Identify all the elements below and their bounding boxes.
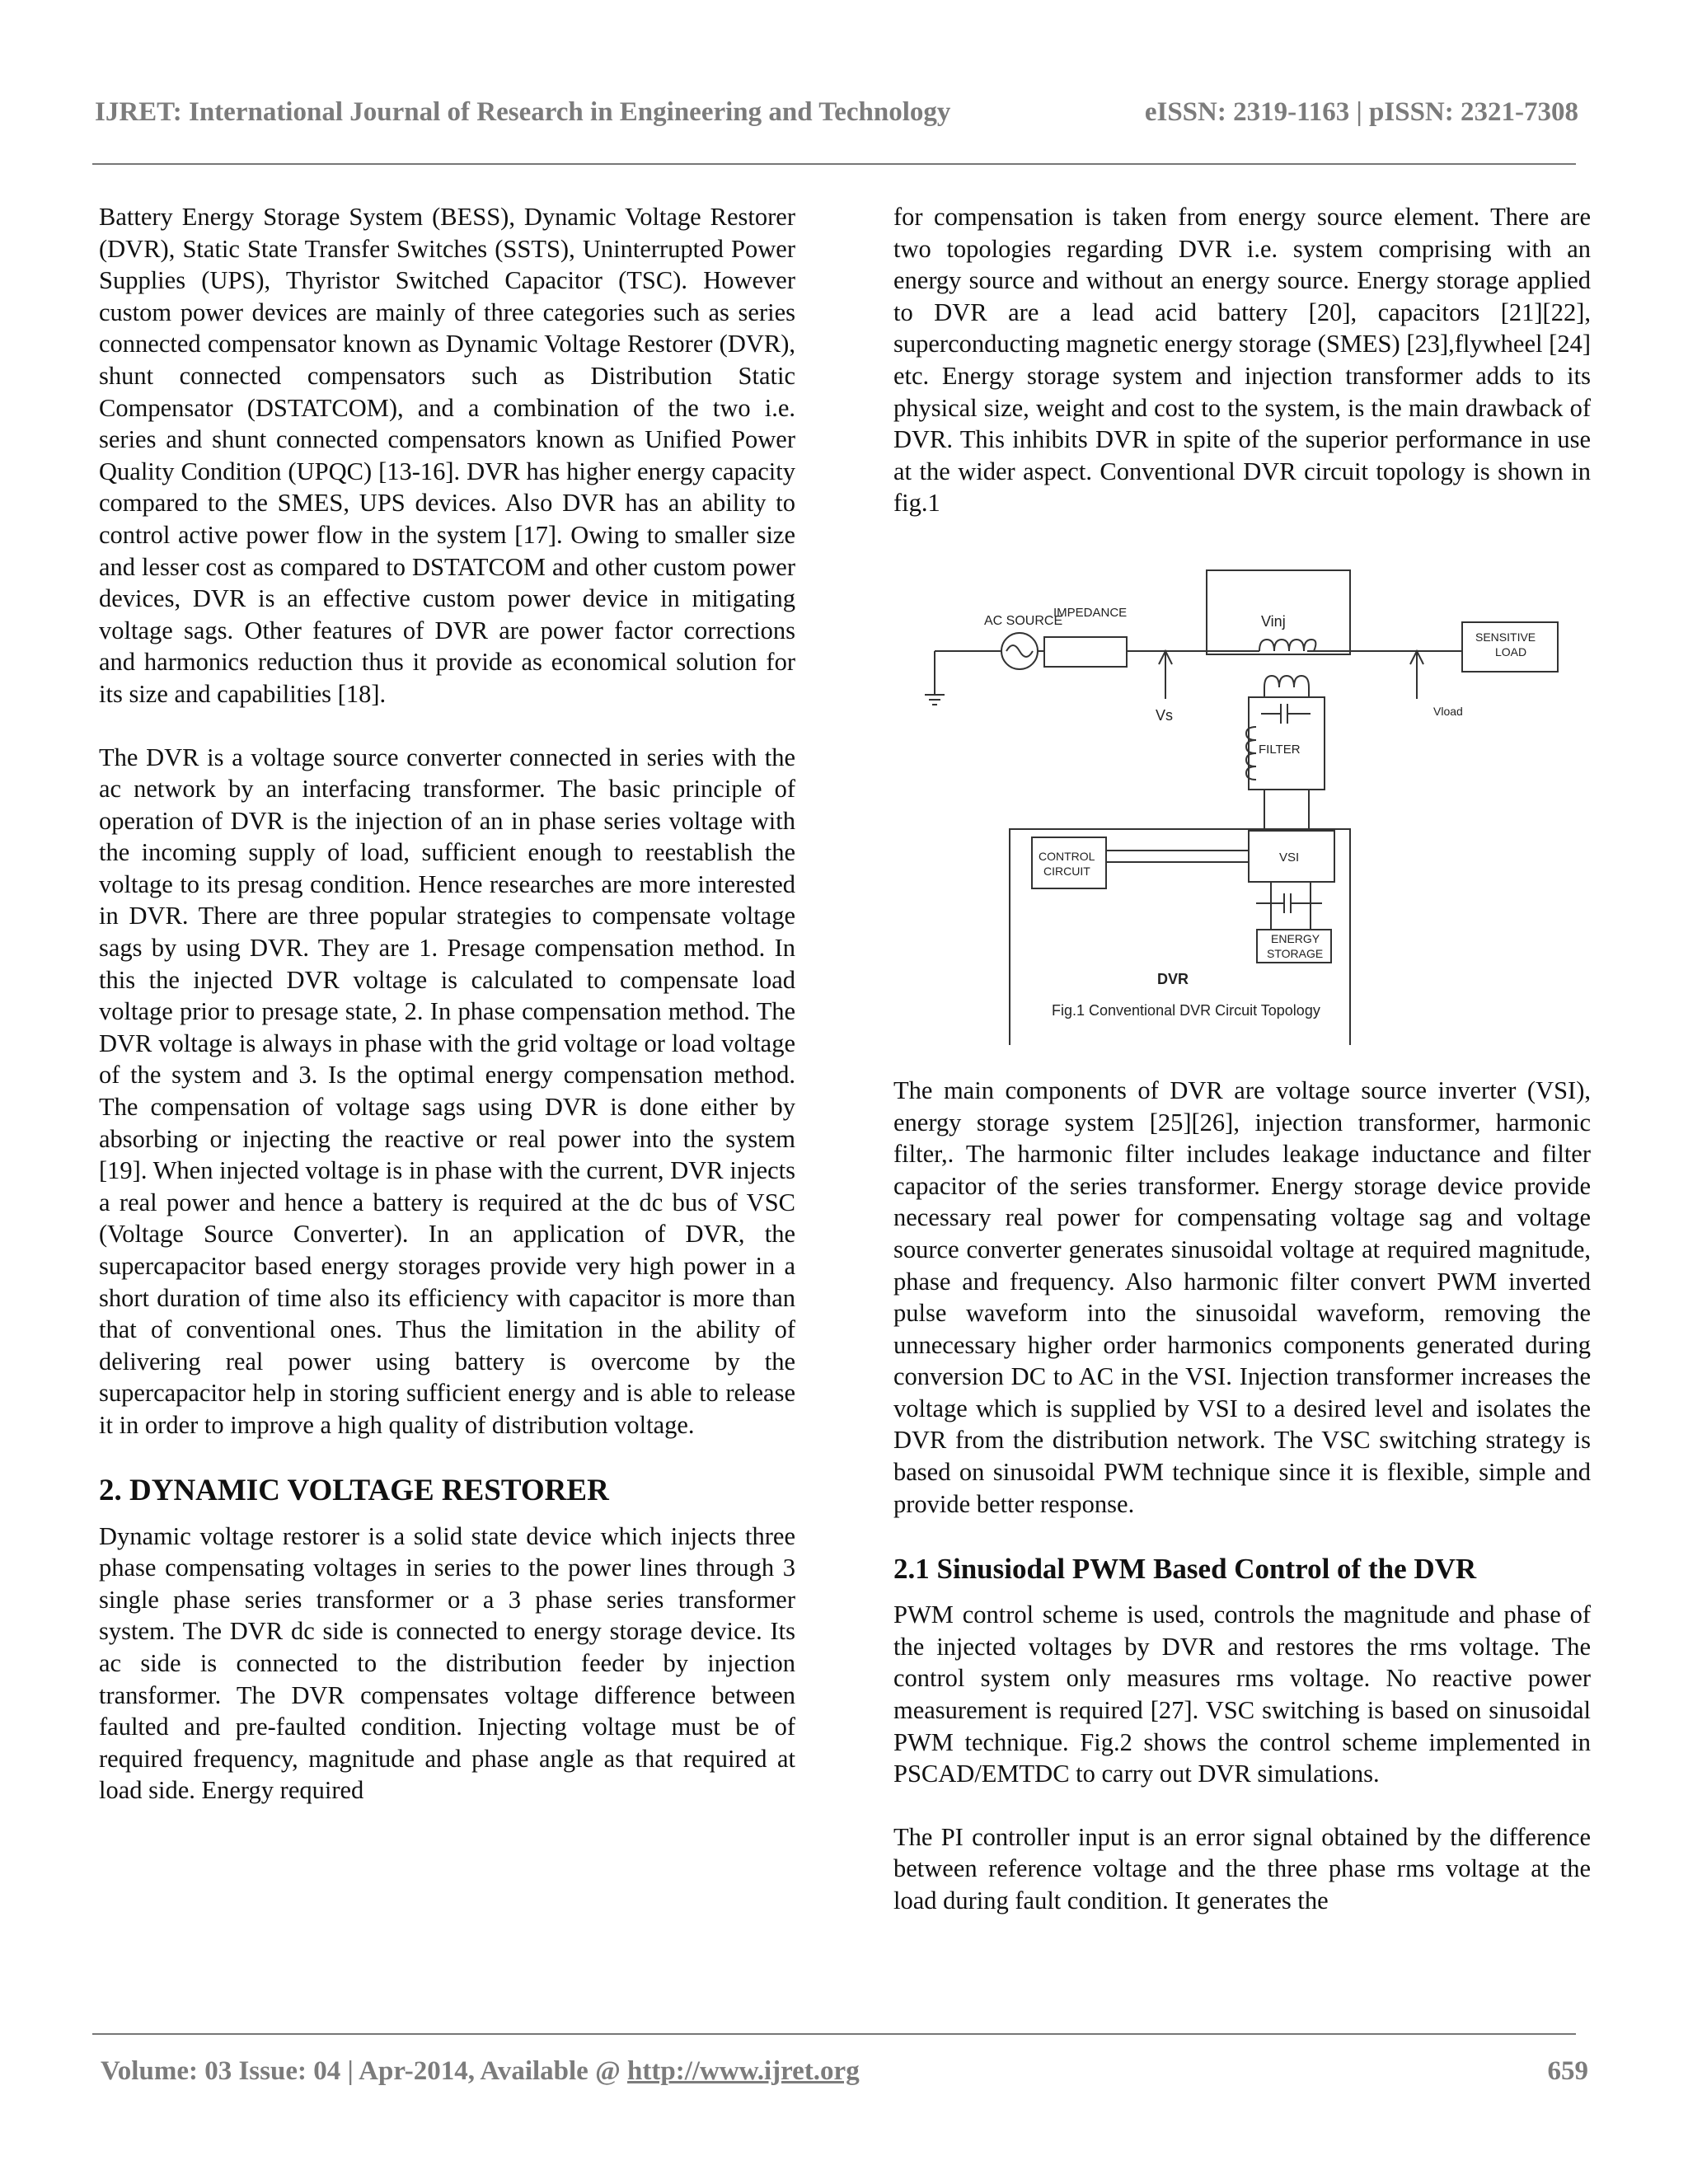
running-header <box>95 97 1578 138</box>
vinj-label: Vinj <box>1261 612 1286 630</box>
impedance-box <box>1044 637 1127 667</box>
volume-text: Volume: 03 Issue: 04 | Apr-2014, Available @ <box>101 2056 628 2086</box>
energy-storage-label-line1: ENERGY <box>1271 931 1320 945</box>
right-paragraph-3: PWM control scheme is used, controls the magnitude and phase of the injected voltages by DVR and restores the rms voltage. The control system only measures rms voltage. No reactive power measurement is required [27]. VSC switching is based on sinusoidal PWM technique. Fig.2 shows the control scheme implemented in PSCAD/EMTDC to carry out DVR simulations. <box>893 1601 1591 1788</box>
filter-label: FILTER <box>1259 742 1301 757</box>
figure-caption: Fig.1 Conventional DVR Circuit Topology <box>1052 1001 1320 1019</box>
vload-label: Vload <box>1433 704 1463 718</box>
right-paragraph-2: The main components of DVR are voltage source inverter (VSI), energy storage system [25][26], injection transformer, harmonic filter,. The harmonic filter includes leakage inductance and filter capacitor of the series transformer. Energy storage device provide necessary real power for compensating voltage sag and voltage source converter generates sinusoidal voltage at required magnitude, phase and frequency. Also harmonic filter convert PWM inverted pulse waveform into the sinusoidal waveform, removing the unnecessary higher order harmonics components generated during conversion DC to AC in the VSI. Injection transformer increases the voltage which is supplied by VSI to a desired level and isolates the DVR from the distribution network. The VSC switching strategy is based on sinusoidal PWM technique since it is flexible, simple and provide better response. <box>893 1076 1591 1518</box>
control-circuit-label-line1: CONTROL <box>1039 849 1095 863</box>
page-number: 659 <box>1547 2056 1588 2086</box>
left-paragraph-3: Dynamic voltage restorer is a solid state device which injects three phase compensating voltages in series to the power lines through 3 single phase series transformer or a 3 phase series transformer system. The DVR dc side is connected to energy storage device. Its ac side is connected to the distribution feeder by injection transformer. The DVR compensates voltage difference between faulted and pre-faulted condition. Injecting voltage must be of required frequency, magnitude and phase angle as that required at load side. Energy required <box>99 1521 795 1805</box>
impedance-label: IMPEDANCE <box>1053 605 1128 620</box>
injection-transformer-secondary <box>1264 676 1309 687</box>
left-column <box>99 201 795 1838</box>
issn-info: eISSN: 2319-1163 | pISSN: 2321-7308 <box>1144 97 1578 127</box>
dvr-label: DVR <box>1157 970 1189 987</box>
left-paragraph-1: Battery Energy Storage System (BESS), Dynamic Voltage Restorer (DVR), Static State Transfer Switches (SSTS), Uninterrupted Power Supplies (UPS), Thyristor Switched Capacitor (TSC). However custom power devices are mainly of three categories such as series connected compensator known as Dynamic Voltage Restorer (DVR), shunt connected compensators such as Distribution Static Compensator (DSTATCOM), and a combination of the two i.e. series and shunt connected compensators known as Unified Power Quality Condition (UPQC) [13-16]. DVR has higher energy capacity compared to the SMES, UPS devices. Also DVR has an ability to control active power flow in the system [17]. Owing to smaller size and lesser cost as compared to DSTATCOM and other custom power devices, DVR is an effective custom power device in mitigating voltage sags. Other features of DVR are power factor corrections and harmonics reduction thus it provide as economical solution for its size and capabilities [18]. <box>99 203 795 708</box>
control-circuit-label-line2: CIRCUIT <box>1043 864 1090 878</box>
sensitive-load-label-line1: SENSITIVE <box>1475 630 1536 644</box>
journal-title: IJRET: International Journal of Research in Engineering and Technology <box>95 97 951 127</box>
left-paragraph-2: The DVR is a voltage source converter connected in series with the ac network by an interfacing transformer. The basic principle of operation of DVR is the injection of an in phase series voltage with the incoming supply of load, sufficient enough to reestablish the voltage to its presag condition. Hence researches are more interested in DVR. There are three popular strategies to compensate voltage sags by using DVR. They are 1. Presage compensation method. In this the injected DVR voltage is calculated to compensate load voltage prior to presage state, 2. In phase compensation method. The DVR voltage is always in phase with the grid voltage or load voltage of the system and 3. Is the optimal energy compensation method. The compensation of voltage sags using DVR is done either by absorbing or injecting the reactive or real power into the system [19]. When injected voltage is in phase with the current, DVR injects a real power and hence a battery is required at the dc bus of VSC (Voltage Source Converter). In an application of DVR, the supercapacitor based energy storages provide very high power in a short duration of time also its efficiency with capacitor is more than that of conventional ones. Thus the limitation in the ability of delivering real power using battery is overcome by the supercapacitor help in storing sufficient energy and is able to release it in order to improve a high quality of distribution voltage. <box>99 743 795 1439</box>
dvr-circuit-figure <box>893 551 1591 1045</box>
control-circuit-box <box>1032 837 1106 888</box>
transformer-enclosure <box>1207 570 1350 654</box>
footer-rule <box>92 2033 1576 2035</box>
vs-label: Vs <box>1156 706 1174 724</box>
ac-source-label: AC SOURCE <box>984 613 1063 628</box>
right-paragraph-1: for compensation is taken from energy source element. There are two topologies regarding DVR i.e. system comprising with an energy source and without an energy source. Energy storage applied to DVR are a lead acid battery [20], capacitors [21][22], superconducting magnetic energy storage (SMES) [23],flywheel [24] etc. Energy storage system and injection transformer adds to its physical size, weight and cost to the system, is the main drawback of DVR. This inhibits DVR in spite of the superior performance in use at the wider aspect. Conventional DVR circuit topology is shown in fig.1 <box>893 203 1591 518</box>
journal-link[interactable]: http://www.ijret.org <box>627 2056 860 2086</box>
dvr-circuit-diagram <box>893 551 1591 1045</box>
right-column <box>893 201 1591 1948</box>
energy-storage-label-line2: STORAGE <box>1267 946 1324 960</box>
right-paragraph-4: The PI controller input is an error signal obtained by the difference between reference voltage and the three phase rms voltage at the load during fault condition. It generates the <box>893 1822 1591 1915</box>
injection-transformer-primary <box>1259 640 1315 651</box>
volume-info <box>101 2056 860 2087</box>
section-heading: 2. DYNAMIC VOLTAGE RESTORER <box>99 1473 609 1507</box>
vsi-label: VSI <box>1279 850 1300 865</box>
subsection-heading: 2.1 Sinusiodal PWM Based Control of the DVR <box>893 1553 1477 1586</box>
sensitive-load-label-line2: LOAD <box>1495 644 1527 658</box>
header-rule <box>92 163 1576 165</box>
